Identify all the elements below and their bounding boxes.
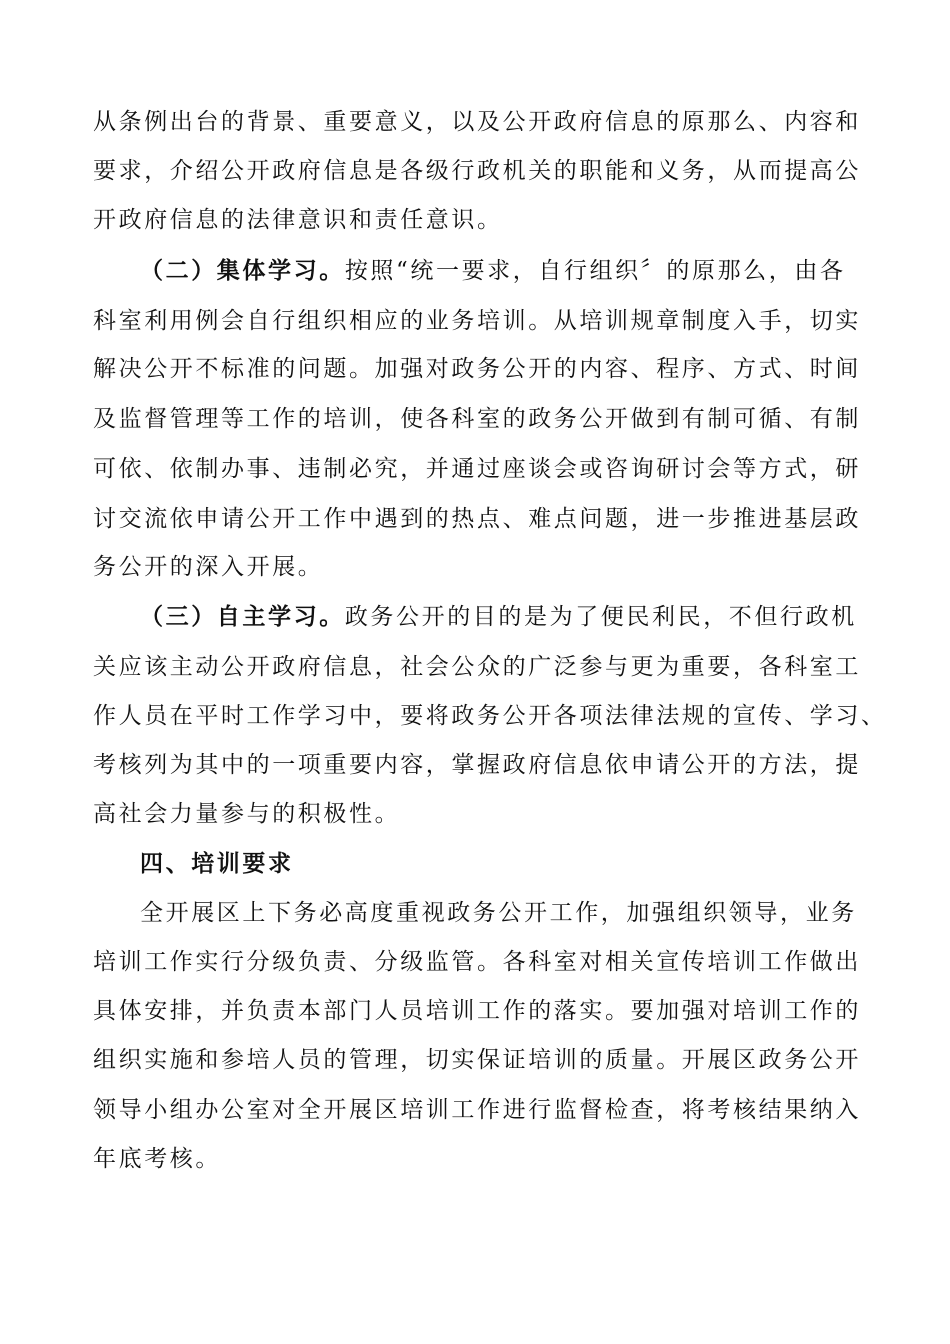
paragraph-line: 从条例出台的背景、重要意义，以及公开政府信息的原那么、内容和 bbox=[93, 109, 861, 135]
paragraph-line: 务公开的深入开展。 bbox=[93, 554, 324, 580]
paragraph-line: 按照“统一要求，自行组织〞的原那么，由各 bbox=[344, 258, 846, 284]
section-self-lead: （三）自主学习。 bbox=[140, 604, 345, 630]
paragraph-line: 培训工作实行分级负责、分级监管。各科室对相关宣传培训工作做出 bbox=[93, 949, 861, 975]
section-collective-first-line bbox=[140, 247, 920, 295]
paragraph-line: 政务公开的目的是为了便民利民，不但行政机 bbox=[344, 604, 857, 630]
paragraph-line: 讨交流依申请公开工作中遇到的热点、难点问题，进一步推进基层政 bbox=[93, 506, 861, 532]
paragraph-line: 作人员在平时工作学习中，要将政务公开各项法律法规的宣传、学习、 bbox=[93, 703, 887, 729]
paragraph-line: 具体安排，并负责本部门人员培训工作的落实。要加强对培训工作的 bbox=[93, 998, 861, 1024]
section-collective-lead: （二）集体学习。 bbox=[140, 258, 345, 284]
paragraph-line: 领导小组办公室对全开展区培训工作进行监督检查，将考核结果纳入 bbox=[93, 1097, 861, 1123]
paragraph-line: 要求，介绍公开政府信息是各级行政机关的职能和义务，从而提高公 bbox=[93, 158, 861, 184]
section-self-first-line bbox=[140, 593, 920, 641]
paragraph-line: 考核列为其中的一项重要内容，掌握政府信息依申请公开的方法，提 bbox=[93, 752, 861, 778]
section-heading: 四、培训要求 bbox=[140, 851, 294, 877]
paragraph-line: 高社会力量参与的积极性。 bbox=[93, 801, 401, 827]
paragraph-line: 及监督管理等工作的培训，使各科室的政务公开做到有制可循、有制 bbox=[93, 406, 861, 432]
paragraph-line: 科室利用例会自行组织相应的业务培训。从培训规章制度入手，切实 bbox=[93, 308, 861, 334]
paragraph-line: 解决公开不标准的问题。加强对政务公开的内容、程序、方式、时间 bbox=[93, 356, 861, 382]
paragraph-line: 关应该主动公开政府信息，社会公众的广泛参与更为重要，各科室工 bbox=[93, 654, 861, 680]
paragraph-line: 可依、依制办事、违制必究，并通过座谈会或咨询研讨会等方式，研 bbox=[93, 456, 861, 482]
paragraph-line: 开政府信息的法律意识和责任意识。 bbox=[93, 207, 503, 233]
paragraph-line: 年底考核。 bbox=[93, 1146, 221, 1172]
paragraph-line: 组织实施和参培人员的管理，切实保证培训的质量。开展区政务公开 bbox=[93, 1047, 861, 1073]
paragraph-line: 全开展区上下务必高度重视政务公开工作，加强组织领导，业务 bbox=[140, 900, 857, 926]
